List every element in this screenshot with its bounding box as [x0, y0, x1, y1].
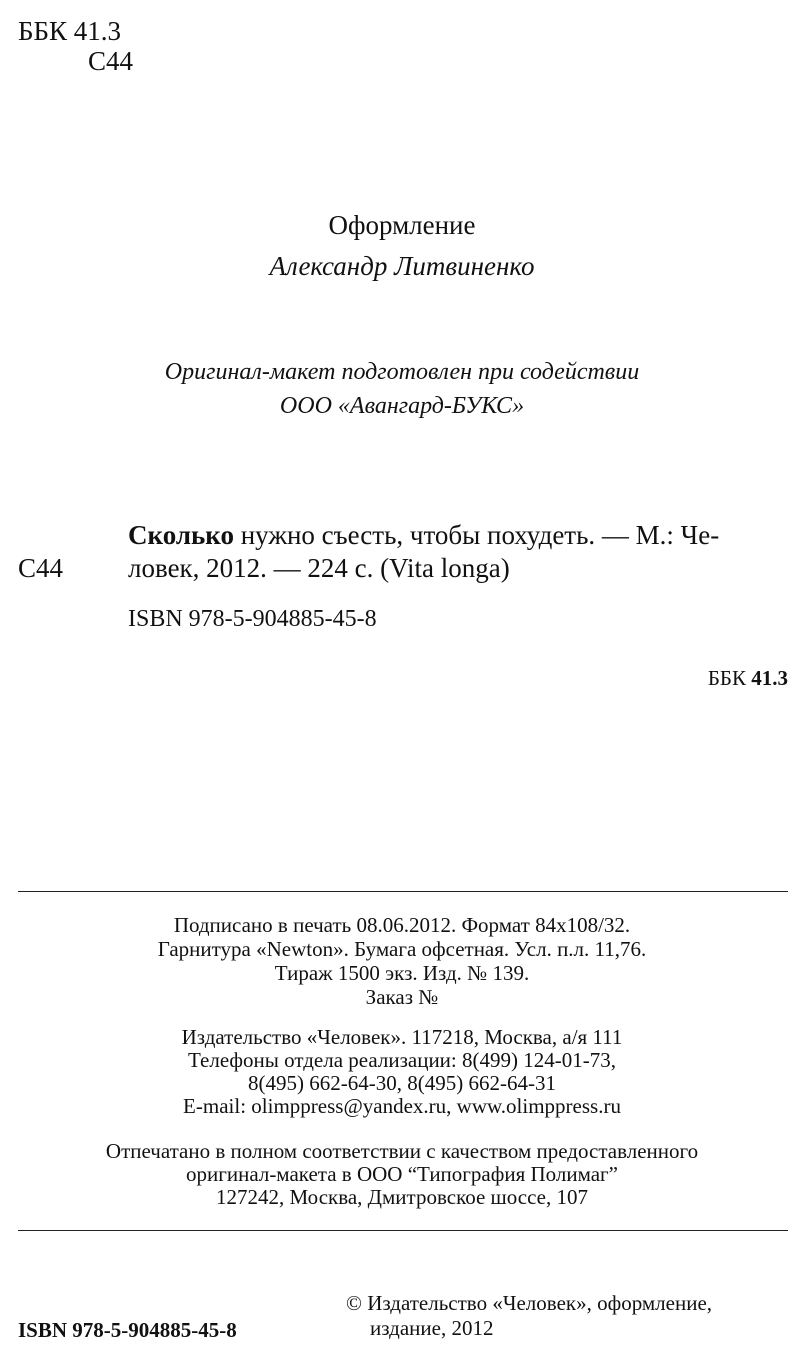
publisher-line-2: Телефоны отдела реализации: 8(499) 124-01-73, — [188, 1048, 616, 1072]
catalog-bbk-value: 41.3 — [751, 666, 788, 690]
catalog-entry-line1 — [128, 522, 719, 549]
copyright-line-2: издание, 2012 — [370, 1316, 494, 1340]
print-line-2: Гарнитура «Newton». Бумага офсетная. Усл. п.л. 11,76. — [157, 937, 647, 961]
printer-line-2: оригинал-макета в ООО “Типография Полимаг” — [186, 1162, 618, 1186]
bottom-divider — [18, 1230, 788, 1231]
author-mark: С44 — [88, 46, 134, 76]
catalog-bbk — [708, 668, 788, 689]
printer-line-1: Отпечатано в полном соответствии с качеством предоставленного — [105, 1139, 699, 1163]
print-line-1: Подписано в печать 08.06.2012. Формат 84х108/32. — [173, 913, 631, 937]
designer-name: Александр Литвиненко — [269, 251, 535, 281]
footer-isbn: ISBN 978-5-904885-45-8 — [18, 1318, 237, 1342]
layout-credit-line1: Оригинал-макет подготовлен при содействии — [164, 359, 640, 385]
layout-credit-line2: ООО «Авангард-БУКС» — [279, 393, 525, 419]
printer-line-3: 127242, Москва, Дмитровское шоссе, 107 — [216, 1185, 588, 1209]
catalog-line1-rest: нужно съесть, чтобы похудеть. — М.: Че- — [233, 520, 720, 550]
top-divider — [18, 891, 788, 892]
bbk-code: ББК 41.3 — [18, 16, 122, 46]
print-line-3: Тираж 1500 экз. Изд. № 139. — [274, 961, 530, 985]
publisher-line-3: 8(495) 662-64-30, 8(495) 662-64-31 — [248, 1071, 556, 1095]
copyright-line-1: © Издательство «Человек», оформление, — [346, 1291, 713, 1315]
publisher-line-1: Издательство «Человек». 117218, Москва, а/я 111 — [181, 1025, 623, 1049]
design-label: Оформление — [328, 210, 476, 240]
catalog-isbn: ISBN 978-5-904885-45-8 — [128, 606, 377, 632]
catalog-bbk-prefix: ББК — [707, 666, 752, 690]
print-line-4: Заказ № — [365, 985, 439, 1009]
catalog-entry-line2: ловек, 2012. — 224 с. (Vita longa) — [128, 553, 510, 583]
publisher-line-4: E-mail: olimppress@yandex.ru, www.olimppress.ru — [183, 1094, 621, 1118]
catalog-mark: С44 — [18, 553, 64, 583]
book-title: Сколько — [128, 520, 234, 550]
